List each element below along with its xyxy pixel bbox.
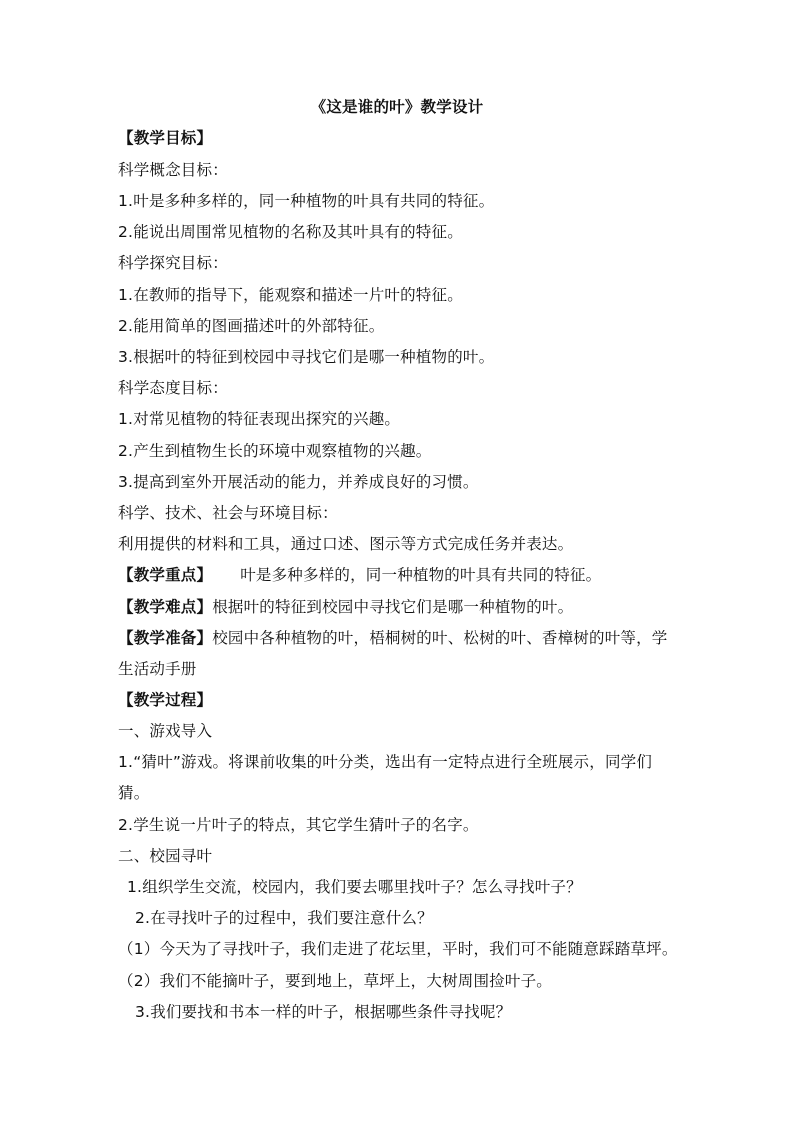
paragraph-line: 1.叶是多种多样的，同一种植物的叶具有共同的特征。 bbox=[118, 192, 495, 210]
paragraph-line: 利用提供的材料和工具，通过口述、图示等方式完成任务并表达。 bbox=[118, 535, 574, 553]
paragraph-line: 1.组织学生交流，校园内，我们要去哪里找叶子？怎么寻找叶子？ bbox=[127, 878, 582, 896]
section-heading-process: 【教学过程】 bbox=[118, 691, 213, 709]
paragraph-line: 1.“猜叶”游戏。将课前收集的叶分类，选出有一定特点进行全班展示，同学们 bbox=[118, 753, 653, 771]
paragraph-line: 1.对常见植物的特征表现出探究的兴趣。 bbox=[118, 410, 401, 428]
paragraph-line: 2.能用简单的图画描述叶的外部特征。 bbox=[118, 317, 385, 335]
prep-line bbox=[118, 628, 688, 648]
difficulty-text: 根据叶的特征到校园中寻找它们是哪一种植物的叶。 bbox=[212, 598, 574, 616]
paragraph-line: 1.在教师的指导下，能观察和描述一片叶的特征。 bbox=[118, 286, 463, 304]
subheading-attitude: 科学态度目标： bbox=[118, 379, 228, 397]
subheading-inquiry: 科学探究目标： bbox=[118, 254, 228, 272]
paragraph-line: 2.学生说一片叶子的特点，其它学生猜叶子的名字。 bbox=[118, 816, 479, 834]
paragraph-line: 3.我们要找和书本一样的叶子，根据哪些条件寻找呢？ bbox=[135, 1003, 512, 1021]
subheading-game: 一、游戏导入 bbox=[118, 722, 213, 740]
prep-text: 校园中各种植物的叶，梧桐树的叶、松树的叶、香樟树的叶等，学 bbox=[212, 629, 668, 647]
paragraph-line: 3.提高到室外开展活动的能力，并养成良好的习惯。 bbox=[118, 473, 479, 491]
subheading-campus: 二、校园寻叶 bbox=[118, 847, 213, 865]
prep-label: 【教学准备】 bbox=[118, 629, 213, 647]
section-heading-goals: 【教学目标】 bbox=[118, 129, 213, 147]
difficulty-line bbox=[118, 597, 688, 617]
document-title: 《这是谁的叶》教学设计 bbox=[310, 98, 484, 116]
paragraph-line: 2.产生到植物生长的环境中观察植物的兴趣。 bbox=[118, 442, 432, 460]
paragraph-line: （1）今天为了寻找叶子，我们走进了花坛里，平时，我们可不能随意踩踏草坪。 bbox=[118, 940, 678, 958]
subheading-concept: 科学概念目标： bbox=[118, 161, 228, 179]
focus-line bbox=[118, 565, 688, 585]
paragraph-line: 3.根据叶的特征到校园中寻找它们是哪一种植物的叶。 bbox=[118, 348, 495, 366]
focus-label: 【教学重点】 bbox=[118, 566, 213, 584]
paragraph-line: 生活动手册 bbox=[118, 660, 197, 678]
paragraph-line: （2）我们不能摘叶子，要到地上，草坪上，大树周围捡叶子。 bbox=[118, 972, 552, 990]
focus-text: 叶是多种多样的，同一种植物的叶具有共同的特征。 bbox=[240, 566, 602, 584]
paragraph-line: 2.在寻找叶子的过程中，我们要注意什么？ bbox=[135, 909, 433, 927]
paragraph-line: 猜。 bbox=[118, 784, 150, 802]
paragraph-line: 2.能说出周围常见植物的名称及其叶具有的特征。 bbox=[118, 223, 463, 241]
subheading-stse: 科学、技术、社会与环境目标： bbox=[118, 504, 338, 522]
difficulty-label: 【教学难点】 bbox=[118, 598, 213, 616]
